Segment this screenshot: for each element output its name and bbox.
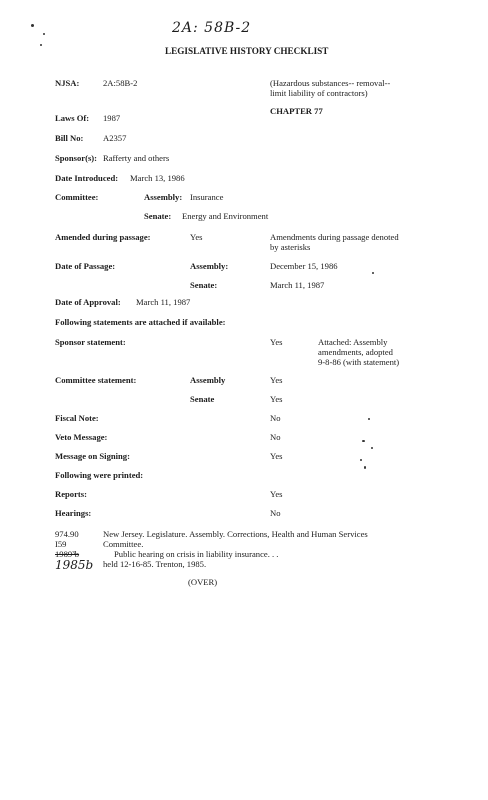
catalog-text-line-1: New Jersey. Legislature. Assembly. Corrections, Health and Human Services bbox=[103, 529, 368, 539]
committee-statement-senate-value: Yes bbox=[270, 394, 283, 404]
sponsor-note-line-2: amendments, adopted bbox=[318, 347, 393, 357]
laws-of-label: Laws Of: bbox=[55, 113, 90, 123]
scan-speck bbox=[43, 33, 45, 35]
handwritten-document-id: 2A: 58B-2 bbox=[172, 20, 252, 36]
reports-label: Reports: bbox=[55, 489, 87, 499]
page-title: LEGISLATIVE HISTORY CHECKLIST bbox=[165, 46, 329, 56]
message-on-signing-label: Message on Signing: bbox=[55, 451, 130, 461]
committee-label: Committee: bbox=[55, 192, 99, 202]
committee-statement-assembly-value: Yes bbox=[270, 375, 283, 385]
date-of-approval-value: March 11, 1987 bbox=[136, 297, 191, 307]
committee-assembly-label: Assembly: bbox=[144, 192, 183, 202]
subject-line-2: limit liability of contractors) bbox=[270, 88, 368, 98]
passage-senate-value: March 11, 1987 bbox=[270, 280, 325, 290]
footer-over: (OVER) bbox=[188, 577, 218, 587]
sponsor-statement-label: Sponsor statement: bbox=[55, 337, 126, 347]
bill-no-value: A2357 bbox=[103, 133, 127, 143]
scan-speck bbox=[40, 44, 42, 46]
scan-speck bbox=[372, 272, 374, 274]
committee-senate-label: Senate: bbox=[144, 211, 172, 221]
amended-label: Amended during passage: bbox=[55, 232, 151, 242]
committee-statement-label: Committee statement: bbox=[55, 375, 137, 385]
date-introduced-label: Date Introduced: bbox=[55, 173, 119, 183]
veto-message-label: Veto Message: bbox=[55, 432, 108, 442]
sponsor-note-line-1: Attached: Assembly bbox=[318, 337, 388, 347]
fiscal-note-value: No bbox=[270, 413, 281, 423]
bill-no-label: Bill No: bbox=[55, 133, 84, 143]
scan-speck bbox=[364, 466, 366, 469]
sponsor-note-line-3: 9-8-86 (with statement) bbox=[318, 357, 400, 367]
sponsors-label: Sponsor(s): bbox=[55, 153, 98, 163]
fiscal-note-label: Fiscal Note: bbox=[55, 413, 99, 423]
amended-note-line-1: Amendments during passage denoted bbox=[270, 232, 399, 242]
passage-assembly-label: Assembly: bbox=[190, 261, 229, 271]
sponsors-value: Rafferty and others bbox=[103, 153, 170, 163]
chapter: CHAPTER 77 bbox=[270, 106, 323, 116]
call-number-line-2: I59 bbox=[55, 539, 67, 549]
call-number-handwritten: 1985b bbox=[55, 558, 94, 572]
statements-heading: Following statements are attached if available: bbox=[55, 317, 226, 327]
scan-speck bbox=[371, 447, 373, 449]
amended-value: Yes bbox=[190, 232, 203, 242]
njsa-value: 2A:58B-2 bbox=[103, 78, 138, 88]
catalog-text-line-4: held 12-16-85. Trenton, 1985. bbox=[103, 559, 207, 569]
njsa-label: NJSA: bbox=[55, 78, 80, 88]
scan-speck bbox=[368, 418, 370, 420]
catalog-text-line-3: Public hearing on crisis in liability insurance. . . bbox=[114, 549, 279, 559]
hearings-value: No bbox=[270, 508, 281, 518]
laws-of-value: 1987 bbox=[103, 113, 121, 123]
committee-statement-senate-label: Senate bbox=[190, 394, 215, 404]
printed-heading: Following were printed: bbox=[55, 470, 144, 480]
sponsor-statement-value: Yes bbox=[270, 337, 283, 347]
catalog-text-line-2: Committee. bbox=[103, 539, 144, 549]
committee-assembly-value: Insurance bbox=[190, 192, 224, 202]
date-of-passage-label: Date of Passage: bbox=[55, 261, 116, 271]
amended-note-line-2: by asterisks bbox=[270, 242, 311, 252]
committee-statement-assembly-label: Assembly bbox=[190, 375, 226, 385]
reports-value: Yes bbox=[270, 489, 283, 499]
scan-speck bbox=[360, 459, 362, 461]
call-number-line-1: 974.90 bbox=[55, 529, 79, 539]
passage-senate-label: Senate: bbox=[190, 280, 218, 290]
call-number-line-3: 1989³b bbox=[55, 549, 80, 559]
date-of-approval-label: Date of Approval: bbox=[55, 297, 121, 307]
hearings-label: Hearings: bbox=[55, 508, 92, 518]
date-introduced-value: March 13, 1986 bbox=[130, 173, 185, 183]
subject-line-1: (Hazardous substances-- removal-- bbox=[270, 78, 391, 88]
passage-assembly-value: December 15, 1986 bbox=[270, 261, 338, 271]
committee-senate-value: Energy and Environment bbox=[182, 211, 269, 221]
veto-message-value: No bbox=[270, 432, 281, 442]
scan-speck bbox=[31, 24, 34, 27]
message-on-signing-value: Yes bbox=[270, 451, 283, 461]
scan-speck bbox=[362, 440, 365, 442]
